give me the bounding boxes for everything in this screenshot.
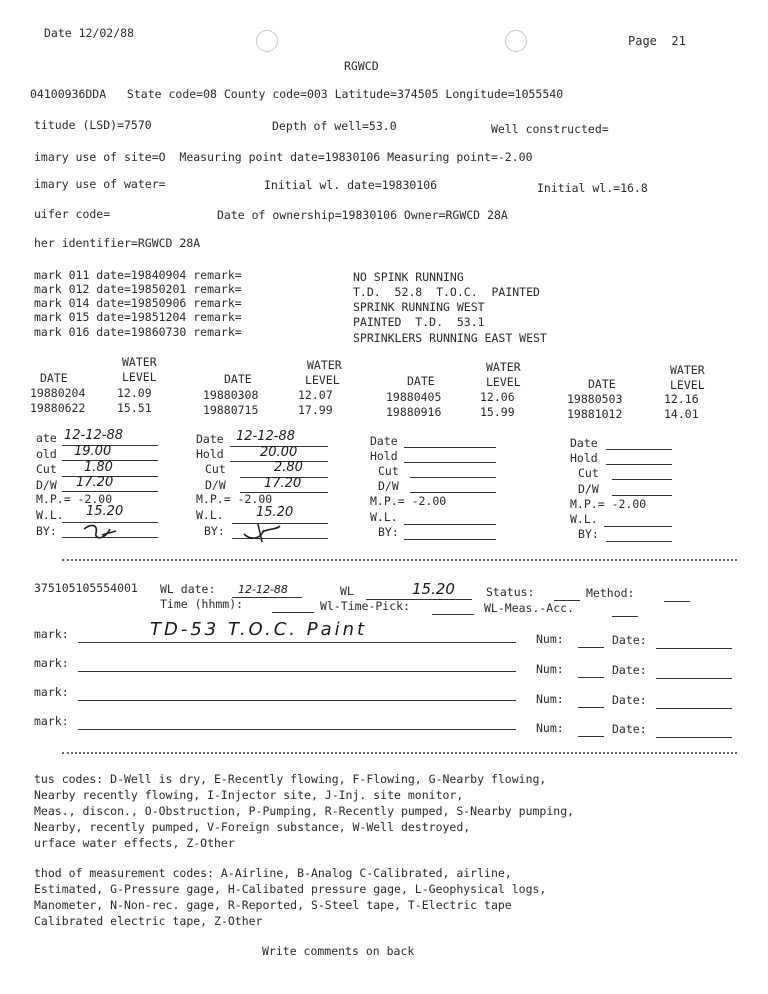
field-line	[606, 449, 672, 450]
col-header-water: WATER	[307, 358, 342, 372]
field-line	[404, 524, 496, 525]
remark-text: SPRINK RUNNING WEST	[353, 300, 485, 314]
field-line	[606, 464, 672, 465]
wl-date-label: WL date:	[160, 582, 216, 596]
date-field[interactable]	[656, 708, 732, 709]
handwritten-cut: 2.80	[274, 460, 303, 475]
remark-label: mark 016 date=19860730 remark=	[34, 325, 242, 339]
col-header-water: WATER	[122, 355, 157, 369]
handwritten-date: 12-12-88	[236, 429, 296, 444]
field-label: Date	[370, 434, 398, 448]
site-id-line: 04100936DDA State code=08 County code=003 Latitude=374505 Longitude=1055540	[30, 87, 564, 101]
remark-entry-value: TD-53 T.O.C. Paint	[150, 619, 368, 640]
binder-hole-left	[256, 30, 278, 52]
field-line	[410, 492, 496, 493]
field-label: Cut	[578, 466, 599, 480]
col-header-date: DATE	[224, 372, 252, 386]
footer-note: Write comments on back	[262, 944, 415, 958]
meas-acc-label: WL-Meas.-Acc.	[484, 601, 575, 615]
field-line	[606, 541, 672, 542]
meas-acc-field[interactable]	[612, 616, 638, 617]
remark-text: SPRINKLERS RUNNING EAST WEST	[353, 331, 547, 345]
level-date: 19880715	[203, 403, 259, 417]
remark-entry-label: mark:	[34, 714, 69, 728]
field-label: BY:	[578, 527, 599, 541]
field-label: BY:	[36, 524, 57, 538]
wl-label: WL	[340, 584, 354, 598]
page-number: Page 21	[628, 34, 686, 48]
handwritten-dw: 17.20	[264, 476, 302, 491]
level-value: 17.99	[298, 403, 333, 417]
level-date: 19880204	[30, 386, 86, 400]
field-label: Hold	[196, 447, 224, 461]
initial-wl: Initial wl.=16.8	[537, 181, 648, 195]
method-field[interactable]	[664, 601, 690, 602]
remark-label: mark 012 date=19850201 remark=	[34, 282, 242, 296]
level-value: 15.99	[480, 405, 515, 419]
handwritten-date: 12-12-88	[64, 428, 124, 443]
remark-label: mark 015 date=19851204 remark=	[34, 310, 242, 324]
col-header-date: DATE	[407, 374, 435, 388]
field-label: ate	[36, 431, 57, 445]
date-field[interactable]	[656, 678, 732, 679]
field-label: BY:	[204, 524, 225, 538]
field-line	[404, 539, 496, 540]
binder-hole-right	[505, 30, 527, 52]
col-header-date: DATE	[40, 371, 68, 385]
field-line	[410, 477, 496, 478]
primary-use-site: imary use of site=O Measuring point date=19830106 Measuring point=-2.00	[34, 150, 533, 164]
level-value: 12.07	[298, 388, 333, 402]
field-label: D/W	[36, 478, 57, 492]
remark-label: mark 014 date=19850906 remark=	[34, 296, 242, 310]
mp-value: -2.00	[611, 497, 647, 511]
level-date: 19880405	[386, 390, 442, 404]
status-label: Status:	[486, 585, 535, 599]
handwritten-hold: 20.00	[260, 445, 298, 460]
separator-line	[62, 559, 737, 561]
time-label: Time (hhmm):	[160, 597, 244, 611]
num-field[interactable]	[578, 707, 604, 708]
field-label: W.L.	[36, 508, 64, 522]
time-field[interactable]	[272, 612, 314, 613]
level-date: 19880622	[30, 401, 86, 415]
remark-label: mark 011 date=19840904 remark=	[34, 268, 242, 282]
field-label: W.L.	[196, 508, 224, 522]
handwritten-dw: 17.20	[76, 475, 114, 490]
field-label: Cut	[205, 462, 226, 476]
field-label: Cut	[36, 462, 57, 476]
remark-entry-label: mark:	[34, 685, 69, 699]
num-label: Num:	[536, 662, 564, 676]
method-code-line: Calibrated electric tape, Z-Other	[34, 914, 263, 928]
field-line	[604, 526, 672, 527]
handwritten-wl: 15.20	[86, 504, 124, 519]
num-field[interactable]	[578, 736, 604, 737]
remark-text: PAINTED T.D. 53.1	[353, 315, 485, 329]
field-label: W.L.	[370, 510, 398, 524]
time-pick-field[interactable]	[432, 614, 474, 615]
field-label: W.L.	[570, 512, 598, 526]
field-line	[62, 491, 158, 492]
level-value: 15.51	[117, 401, 152, 415]
level-date: 19880503	[567, 392, 623, 406]
field-line	[404, 447, 496, 448]
mp-value: -2.00	[411, 494, 447, 508]
level-value: 12.06	[480, 390, 515, 404]
col-header-level: LEVEL	[122, 370, 157, 384]
col-header-level: LEVEL	[486, 375, 521, 389]
separator-line	[62, 752, 737, 754]
handwritten-wl: 15.20	[256, 505, 294, 520]
field-label: Cut	[378, 464, 399, 478]
num-field[interactable]	[578, 647, 604, 648]
remark-entry-label: mark:	[34, 656, 69, 670]
field-line	[404, 462, 496, 463]
date-label: Date:	[612, 722, 647, 736]
primary-use-water: imary use of water=	[34, 177, 166, 191]
remark-entry-label: mark:	[34, 627, 69, 641]
mp-label: M.P.=	[370, 494, 405, 508]
method-code-line: Estimated, G-Pressure gage, H-Calibated pressure gage, L-Geophysical logs,	[34, 882, 547, 896]
wl-date-value: 12-12-88	[238, 583, 288, 596]
status-code-line: Nearby, recently pumped, V-Foreign substance, W-Well destroyed,	[34, 820, 471, 834]
ownership: Date of ownership=19830106 Owner=RGWCD 28A	[217, 208, 508, 222]
wl-value: 15.20	[412, 580, 455, 598]
initial-wl-date: Initial wl. date=19830106	[264, 178, 438, 192]
time-pick-label: Wl-Time-Pick:	[320, 599, 411, 613]
status-code-line: Meas., discon., O-Obstruction, P-Pumping, R-Recently pumped, S-Nearby pumping,	[34, 804, 575, 818]
field-label: Date	[570, 436, 598, 450]
col-header-water: WATER	[486, 360, 521, 374]
signature-initials	[80, 521, 120, 543]
field-label: D/W	[378, 479, 399, 493]
field-label: old	[36, 447, 57, 461]
signature-initials	[240, 520, 284, 544]
date-field[interactable]	[656, 737, 732, 738]
level-date: 19880916	[386, 405, 442, 419]
remark-entry-field[interactable]	[78, 671, 516, 672]
field-label-mp	[370, 496, 446, 508]
method-code-line: Manometer, N-Non-rec. gage, R-Reported, S-Steel tape, T-Electric tape	[34, 898, 512, 912]
field-label-mp	[196, 494, 272, 506]
mp-value: -2.00	[237, 492, 273, 506]
field-label: Date	[196, 432, 224, 446]
date-field[interactable]	[656, 648, 732, 649]
aquifer-code: uifer code=	[34, 207, 111, 221]
method-code-line: thod of measurement codes: A-Airline, B-Analog C-Calibrated, airline,	[34, 866, 512, 880]
field-label: BY:	[378, 525, 399, 539]
remark-entry-field[interactable]	[78, 700, 516, 701]
field-label: D/W	[205, 478, 226, 492]
field-label: Hold	[370, 449, 398, 463]
date-label: Date:	[612, 693, 647, 707]
entry-site-id: 375105105554001	[34, 581, 138, 595]
field-line	[612, 479, 672, 480]
handwritten-hold: 19.00	[74, 444, 112, 459]
status-code-line: Nearby recently flowing, I-Injector site, J-Inj. site monitor,	[34, 788, 464, 802]
altitude: titude (LSD)=7570	[34, 118, 152, 132]
level-value: 12.09	[117, 386, 152, 400]
page-title: RGWCD	[344, 59, 379, 73]
date-label: Date:	[612, 663, 647, 677]
status-code-line: tus codes: D-Well is dry, E-Recently flowing, F-Flowing, G-Nearby flowing,	[34, 772, 547, 786]
field-label: M.P.= -2.00	[36, 492, 113, 506]
depth-of-well: Depth of well=53.0	[272, 119, 397, 133]
field-label-mp	[570, 499, 646, 511]
num-field[interactable]	[578, 677, 604, 678]
report-date: Date 12/02/88	[44, 26, 135, 40]
other-identifier: her identifier=RGWCD 28A	[34, 236, 201, 250]
num-label: Num:	[536, 692, 564, 706]
level-value: 14.01	[664, 407, 699, 421]
num-label: Num:	[536, 721, 564, 735]
col-header-water: WATER	[670, 363, 705, 377]
num-label: Num:	[536, 632, 564, 646]
col-header-date: DATE	[588, 377, 616, 391]
field-label: Hold	[570, 451, 598, 465]
remark-text: T.D. 52.8 T.O.C. PAINTED	[353, 285, 540, 299]
date-label: Date:	[612, 633, 647, 647]
level-date: 19881012	[567, 407, 623, 421]
handwritten-cut: 1.80	[84, 460, 113, 475]
method-label: Method:	[586, 586, 635, 600]
field-line	[612, 495, 672, 496]
level-date: 19880308	[203, 388, 259, 402]
remark-text: NO SPINK RUNNING	[353, 270, 464, 284]
level-value: 12.16	[664, 392, 699, 406]
field-label: D/W	[578, 482, 599, 496]
remark-entry-field[interactable]	[78, 642, 516, 643]
col-header-level: LEVEL	[670, 378, 705, 392]
col-header-level: LEVEL	[305, 373, 340, 387]
mp-label: M.P.=	[570, 497, 605, 511]
field-line	[240, 492, 328, 493]
status-code-line: urface water effects, Z-Other	[34, 836, 235, 850]
well-constructed: Well constructed=	[491, 122, 609, 136]
mp-label: M.P.=	[196, 492, 231, 506]
remark-entry-field[interactable]	[78, 729, 516, 730]
